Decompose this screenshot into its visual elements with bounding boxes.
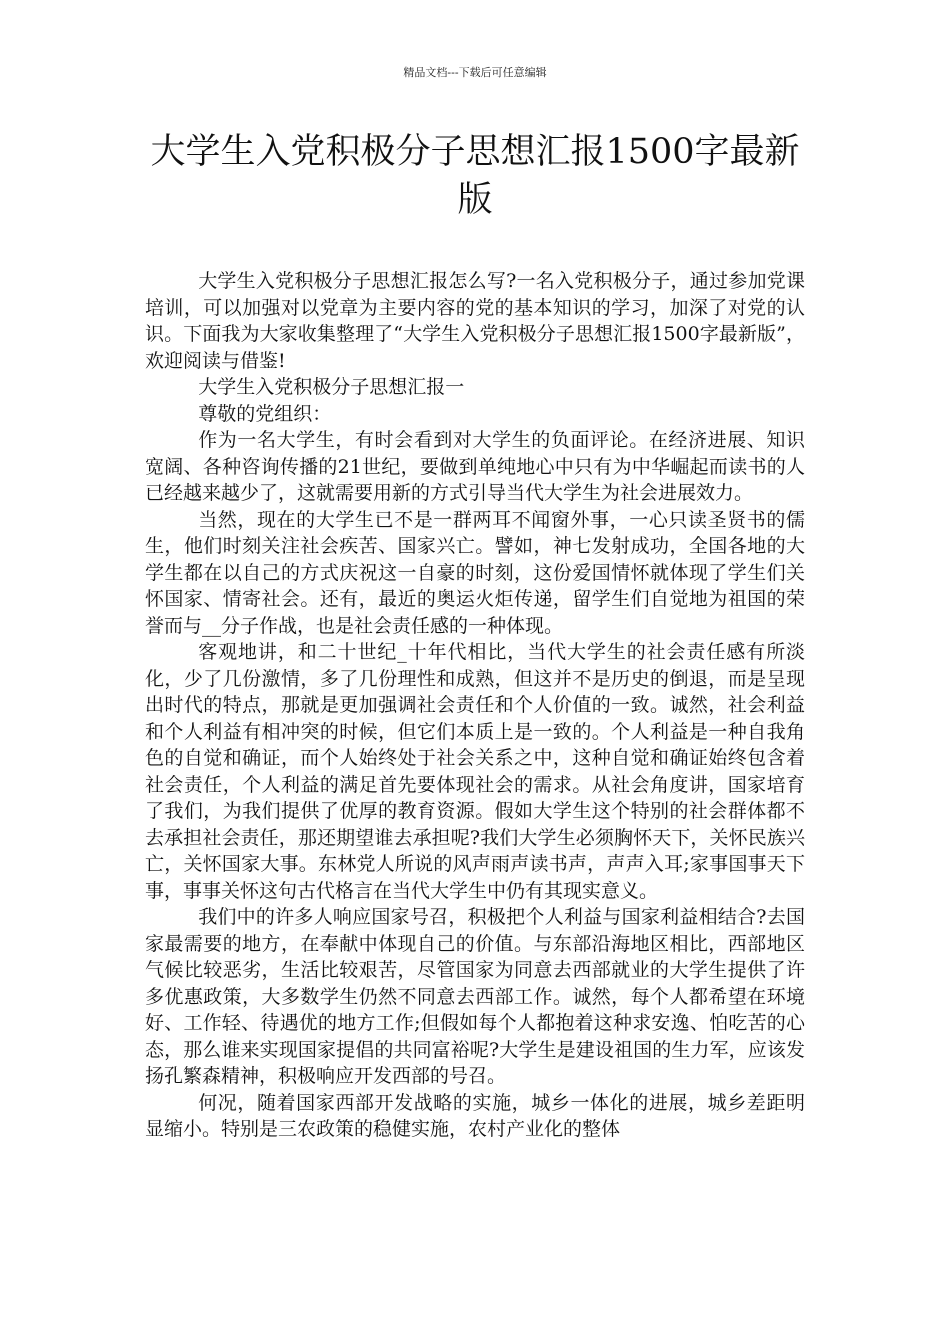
section-heading: 大学生入党积极分子思想汇报一 — [198, 376, 465, 398]
paragraph: 作为一名大学生，有时会看到对大学生的负面评论。在经济进展、知识宽阔、各种咨询传播的21世纪，要做到单纯地心中只有为中华崛起而读书的人已经越来越少了，这就需要用新的方式引导当代大学生为社会进展效力。 — [145, 429, 805, 504]
document-title: 大学生入党积极分子思想汇报1500字最新版 — [150, 132, 800, 220]
page-header: 精品文档---下载后可任意编辑 — [403, 66, 547, 79]
paragraph: 何况，随着国家西部开发战略的实施，城乡一体化的进展，城乡差距明显缩小。特别是三农政策的稳健实施，农村产业化的整体 — [145, 1091, 805, 1140]
paragraph-intro: 大学生入党积极分子思想汇报怎么写?一名入党积极分子，通过参加党课培训，可以加强对以党章为主要内容的党的基本知识的学习，加深了对党的认识。下面我为大家收集整理了“大学生入党积极分子思想汇报1500字最新版”，欢迎阅读与借鉴! — [145, 270, 805, 372]
paragraph: 客观地讲，和二十世纪_十年代相比，当代大学生的社会责任感有所淡化，少了几份激情，多了几份理性和成熟，但这并不是历史的倒退，而是呈现出时代的特点，那就是更加强调社会责任和个人价值的一致。诚然，社会利益和个人利益有相冲突的时候，但它们本质上是一致的。个人利益是一种自我角色的自觉和确证，而个人始终处于社会关系之中，这种自觉和确证始终包含着社会责任，个人利益的满足首先要体现社会的需求。从社会角度讲，国家培育了我们，为我们提供了优厚的教育资源。假如大学生这个特别的社会群体都不去承担社会责任，那还期望谁去承担呢?我们大学生必须胸怀天下，关怀民族兴亡，关怀国家大事。东林党人所说的风声雨声读书声，声声入耳;家事国事天下事，事事关怀这句古代格言在当代大学生中仍有其现实意义。 — [145, 641, 805, 902]
paragraph: 我们中的许多人响应国家号召，积极把个人利益与国家利益相结合?去国家最需要的地方，在奉献中体现自己的价值。与东部沿海地区相比，西部地区气候比较恶劣，生活比较艰苦，尽管国家为同意去西部就业的大学生提供了许多优惠政策，大多数学生仍然不同意去西部工作。诚然，每个人都希望在环境好、工作轻、待遇优的地方工作;但假如每个人都抱着这种求安逸、怕吃苦的心态，那么谁来实现国家提倡的共同富裕呢?大学生是建设祖国的生力军，应该发扬孔繁森精神，积极响应开发西部的号召。 — [145, 906, 805, 1087]
paragraph: 当然，现在的大学生已不是一群两耳不闻窗外事，一心只读圣贤书的儒生，他们时刻关注社会疾苦、国家兴亡。譬如，神七发射成功，全国各地的大学生都在以自己的方式庆祝这一自豪的时刻，这份爱国情怀就体现了学生们关怀国家、情寄社会。还有，最近的奥运火炬传递，留学生们自觉地为祖国的荣誉而与__分子作战，也是社会责任感的一种体现。 — [145, 508, 805, 637]
document-body — [145, 268, 805, 1143]
salutation: 尊敬的党组织： — [198, 402, 332, 425]
